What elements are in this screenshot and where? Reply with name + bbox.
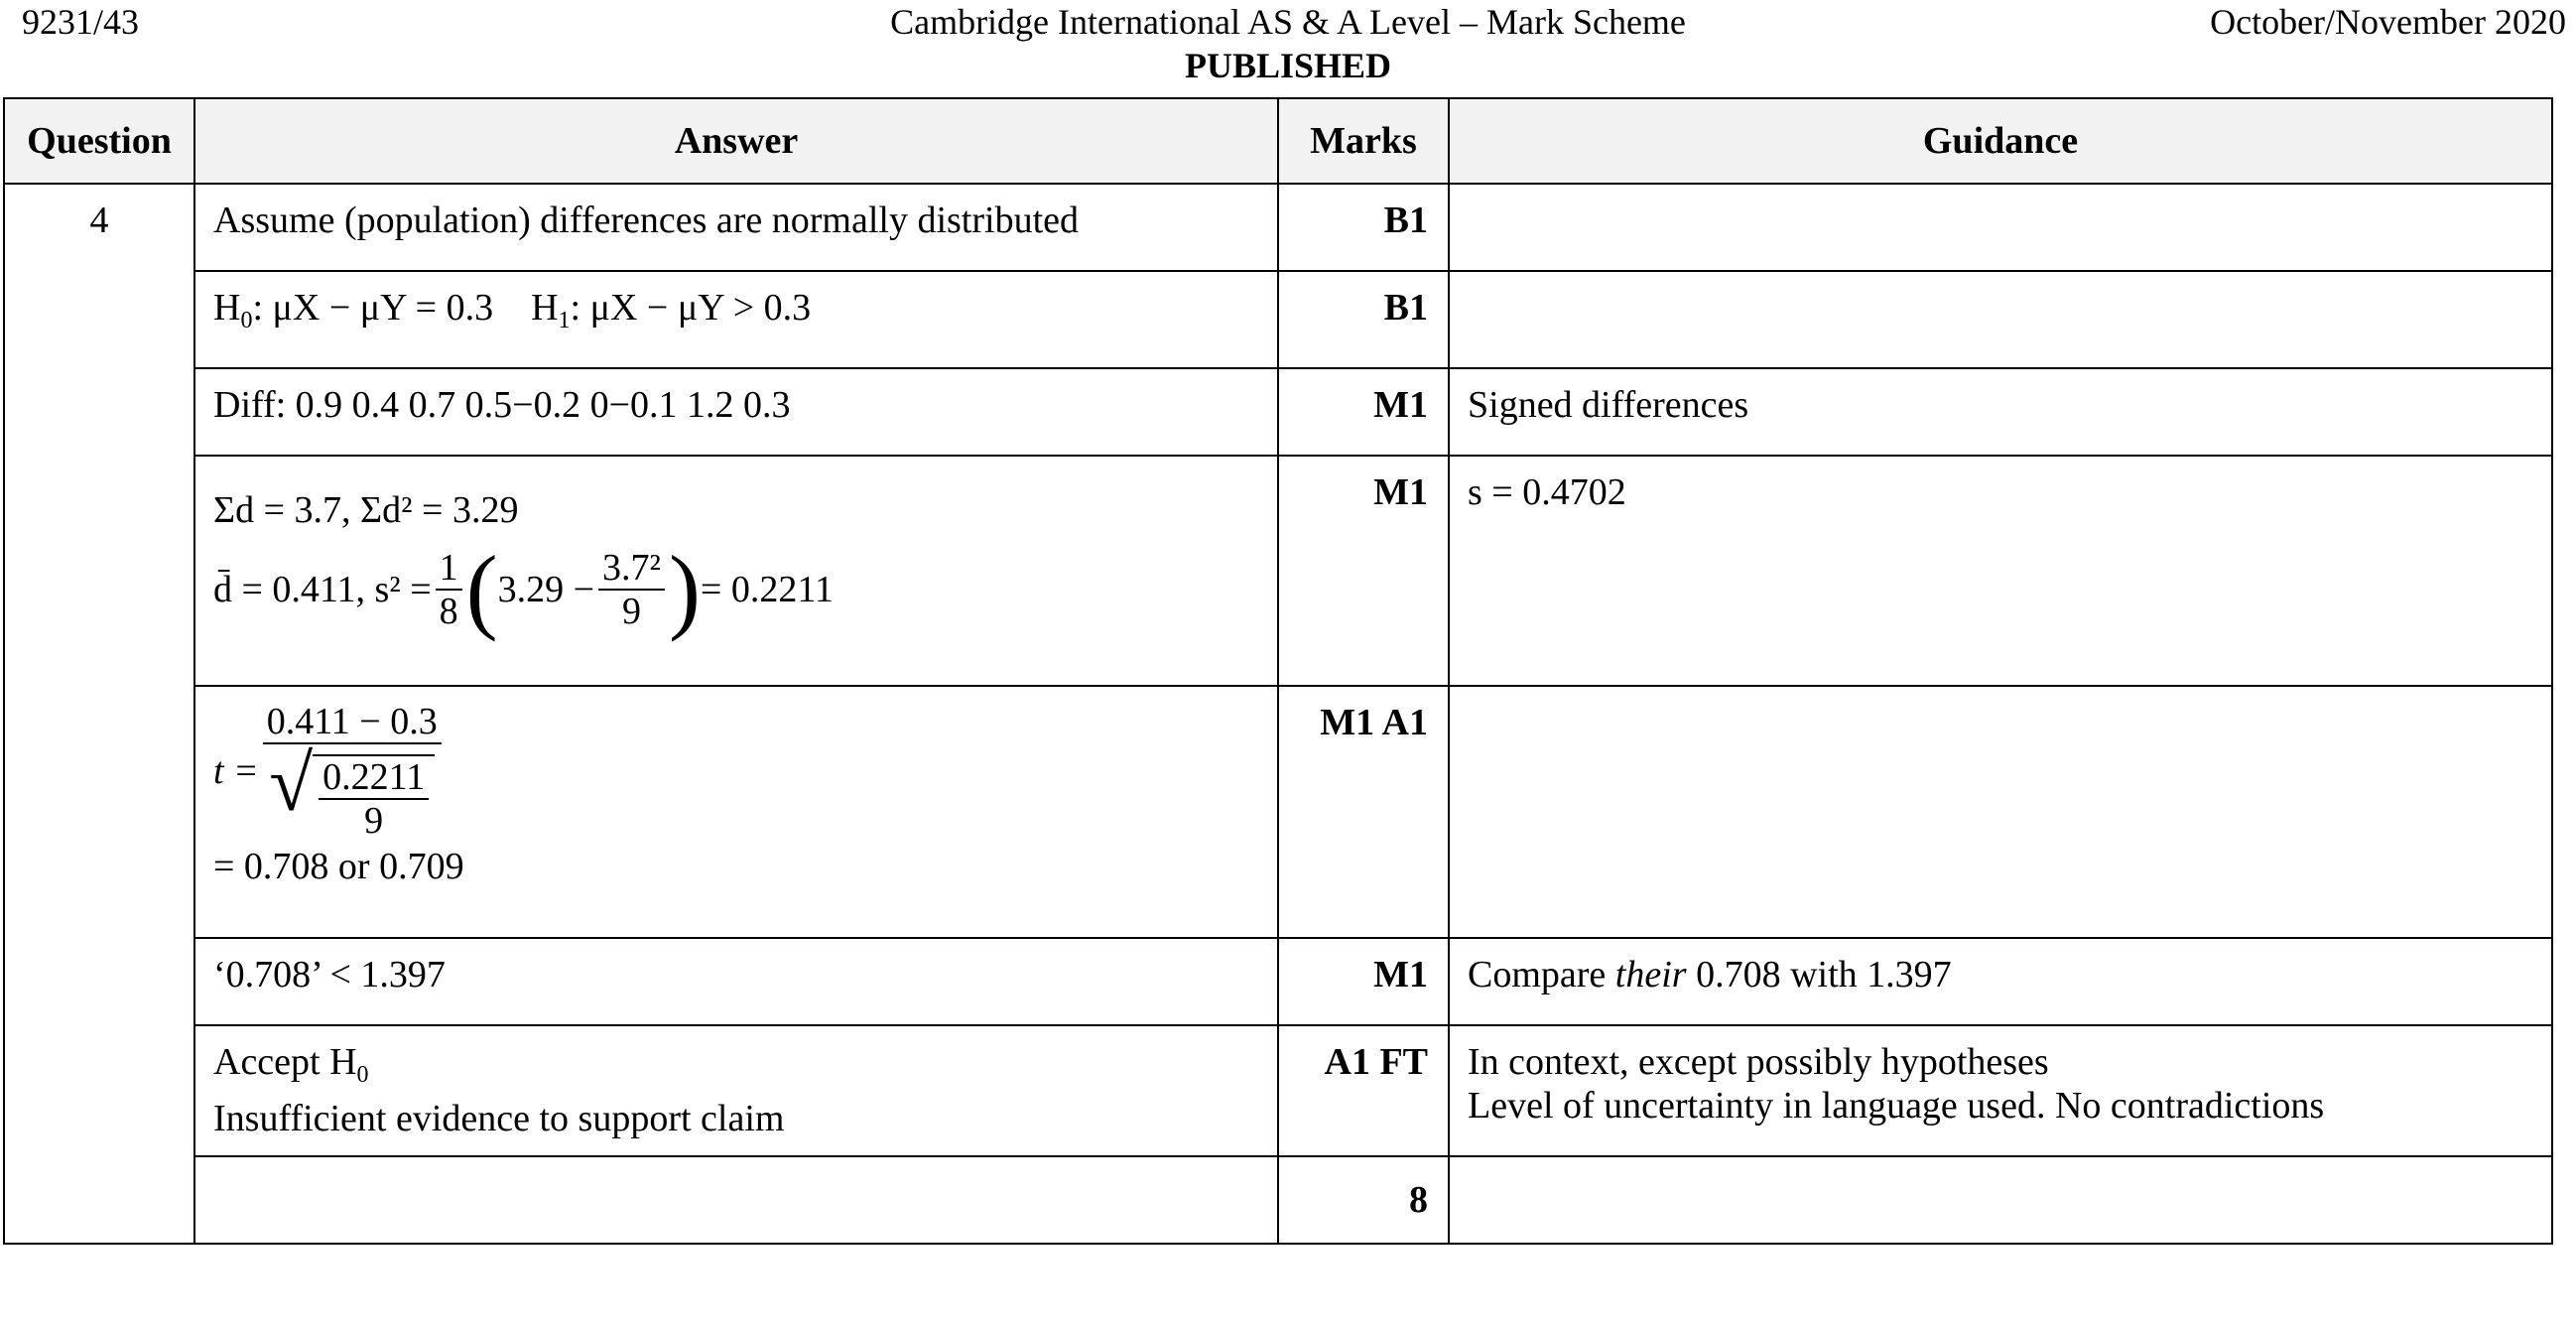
h1-label: H [531, 287, 559, 329]
t-result: = 0.708 or 0.709 [213, 846, 464, 887]
fraction-denominator: 9 [622, 591, 641, 632]
guidance-cell [1449, 938, 2552, 1025]
accept-h0-line [213, 1040, 1259, 1097]
square-root [269, 740, 435, 842]
document-title: Cambridge International AS & A Level – Mark Scheme [890, 2, 1686, 42]
mark-scheme-table [3, 97, 2553, 1245]
radicand-denominator: 9 [364, 800, 384, 842]
guidance-cell: s = 0.4702 [1449, 456, 2552, 686]
guidance-cell [1449, 184, 2552, 271]
mean-variance-lhs: d̄ = 0.411, s² = [213, 569, 432, 610]
h0-subscript: 0 [240, 308, 253, 333]
table-row [4, 938, 2552, 1025]
guidance-cell [1449, 1156, 2552, 1244]
table-row [4, 271, 2552, 368]
t-numerator: 0.411 − 0.3 [263, 701, 442, 744]
sums-cell [194, 456, 1278, 686]
answer-cell: ‘0.708’ < 1.397 [194, 938, 1278, 1025]
table-row [4, 368, 2552, 456]
question-number: 4 [4, 184, 194, 1244]
table-row [4, 1025, 2552, 1156]
h0-expression: : μX − μY = 0.3 [252, 287, 494, 329]
t-fraction [263, 701, 442, 842]
total-row [4, 1156, 2552, 1244]
table-row [4, 686, 2552, 938]
guidance-cell [1449, 271, 2552, 368]
marks-cell: B1 [1278, 271, 1449, 368]
right-paren: ) [668, 536, 701, 642]
marks-cell: M1 A1 [1278, 686, 1449, 938]
guidance-line: In context, except possibly hypotheses [1468, 1041, 2049, 1083]
t-equation [213, 701, 1259, 842]
fraction-numerator: 1 [436, 547, 462, 591]
table-row [4, 456, 2552, 686]
column-header-guidance: Guidance [1449, 98, 2552, 184]
answer-cell: Diff: 0.9 0.4 0.7 0.5−0.2 0−0.1 1.2 0.3 [194, 368, 1278, 456]
h1-subscript: 1 [558, 308, 571, 333]
variance-line [213, 536, 1259, 642]
marks-cell: M1 [1278, 456, 1449, 686]
accept-subscript: 0 [356, 1062, 369, 1088]
sums-line: Σd = 3.7, Σd² = 3.29 [213, 489, 519, 531]
h1-expression: : μX − μY > 0.3 [570, 287, 812, 329]
guidance-cell [1449, 686, 2552, 938]
sqrt-radicand [313, 754, 435, 842]
fraction-numerator: 3.7² [598, 547, 665, 591]
marks-cell: B1 [1278, 184, 1449, 271]
accept-label: Accept H [213, 1041, 357, 1083]
fraction-sum-squared [598, 547, 665, 632]
t-denominator [265, 740, 439, 842]
t-statistic-cell [194, 686, 1278, 938]
answer-cell [194, 1156, 1278, 1244]
fraction-one-eighth [436, 547, 462, 632]
column-header-marks: Marks [1278, 98, 1449, 184]
guidance-emphasis: their [1614, 954, 1687, 996]
conclusion-line: Insufficient evidence to support claim [213, 1098, 785, 1139]
variance-result: = 0.2211 [700, 569, 834, 610]
exam-session: October/November 2020 [2210, 2, 2566, 42]
total-marks: 8 [1278, 1156, 1449, 1244]
h0-label: H [213, 287, 241, 329]
guidance-prefix: Compare [1468, 954, 1615, 996]
fraction-denominator: 8 [439, 591, 458, 632]
column-header-question: Question [4, 98, 194, 184]
answer-cell: Assume (population) differences are normally distributed [194, 184, 1278, 271]
paper-code: 9231/43 [22, 2, 140, 42]
guidance-line: Level of uncertainty in language used. No contradictions [1468, 1085, 2325, 1127]
conclusion-cell [194, 1025, 1278, 1156]
table-row [4, 184, 2552, 271]
inner-expression: 3.29 − [497, 569, 595, 610]
table-header-row [4, 98, 2552, 184]
marks-cell: M1 [1278, 938, 1449, 1025]
hypotheses-cell [194, 271, 1278, 368]
guidance-cell [1449, 1025, 2552, 1156]
column-header-answer: Answer [194, 98, 1278, 184]
left-paren: ( [465, 536, 498, 642]
radicand-numerator: 0.2211 [319, 756, 429, 800]
marks-cell: A1 FT [1278, 1025, 1449, 1156]
marks-cell: M1 [1278, 368, 1449, 456]
t-lhs: t = [213, 750, 259, 792]
guidance-cell: Signed differences [1449, 368, 2552, 456]
sqrt-icon: √ [269, 740, 314, 828]
published-label: PUBLISHED [1184, 46, 1392, 85]
guidance-suffix: 0.708 with 1.397 [1686, 954, 1952, 996]
